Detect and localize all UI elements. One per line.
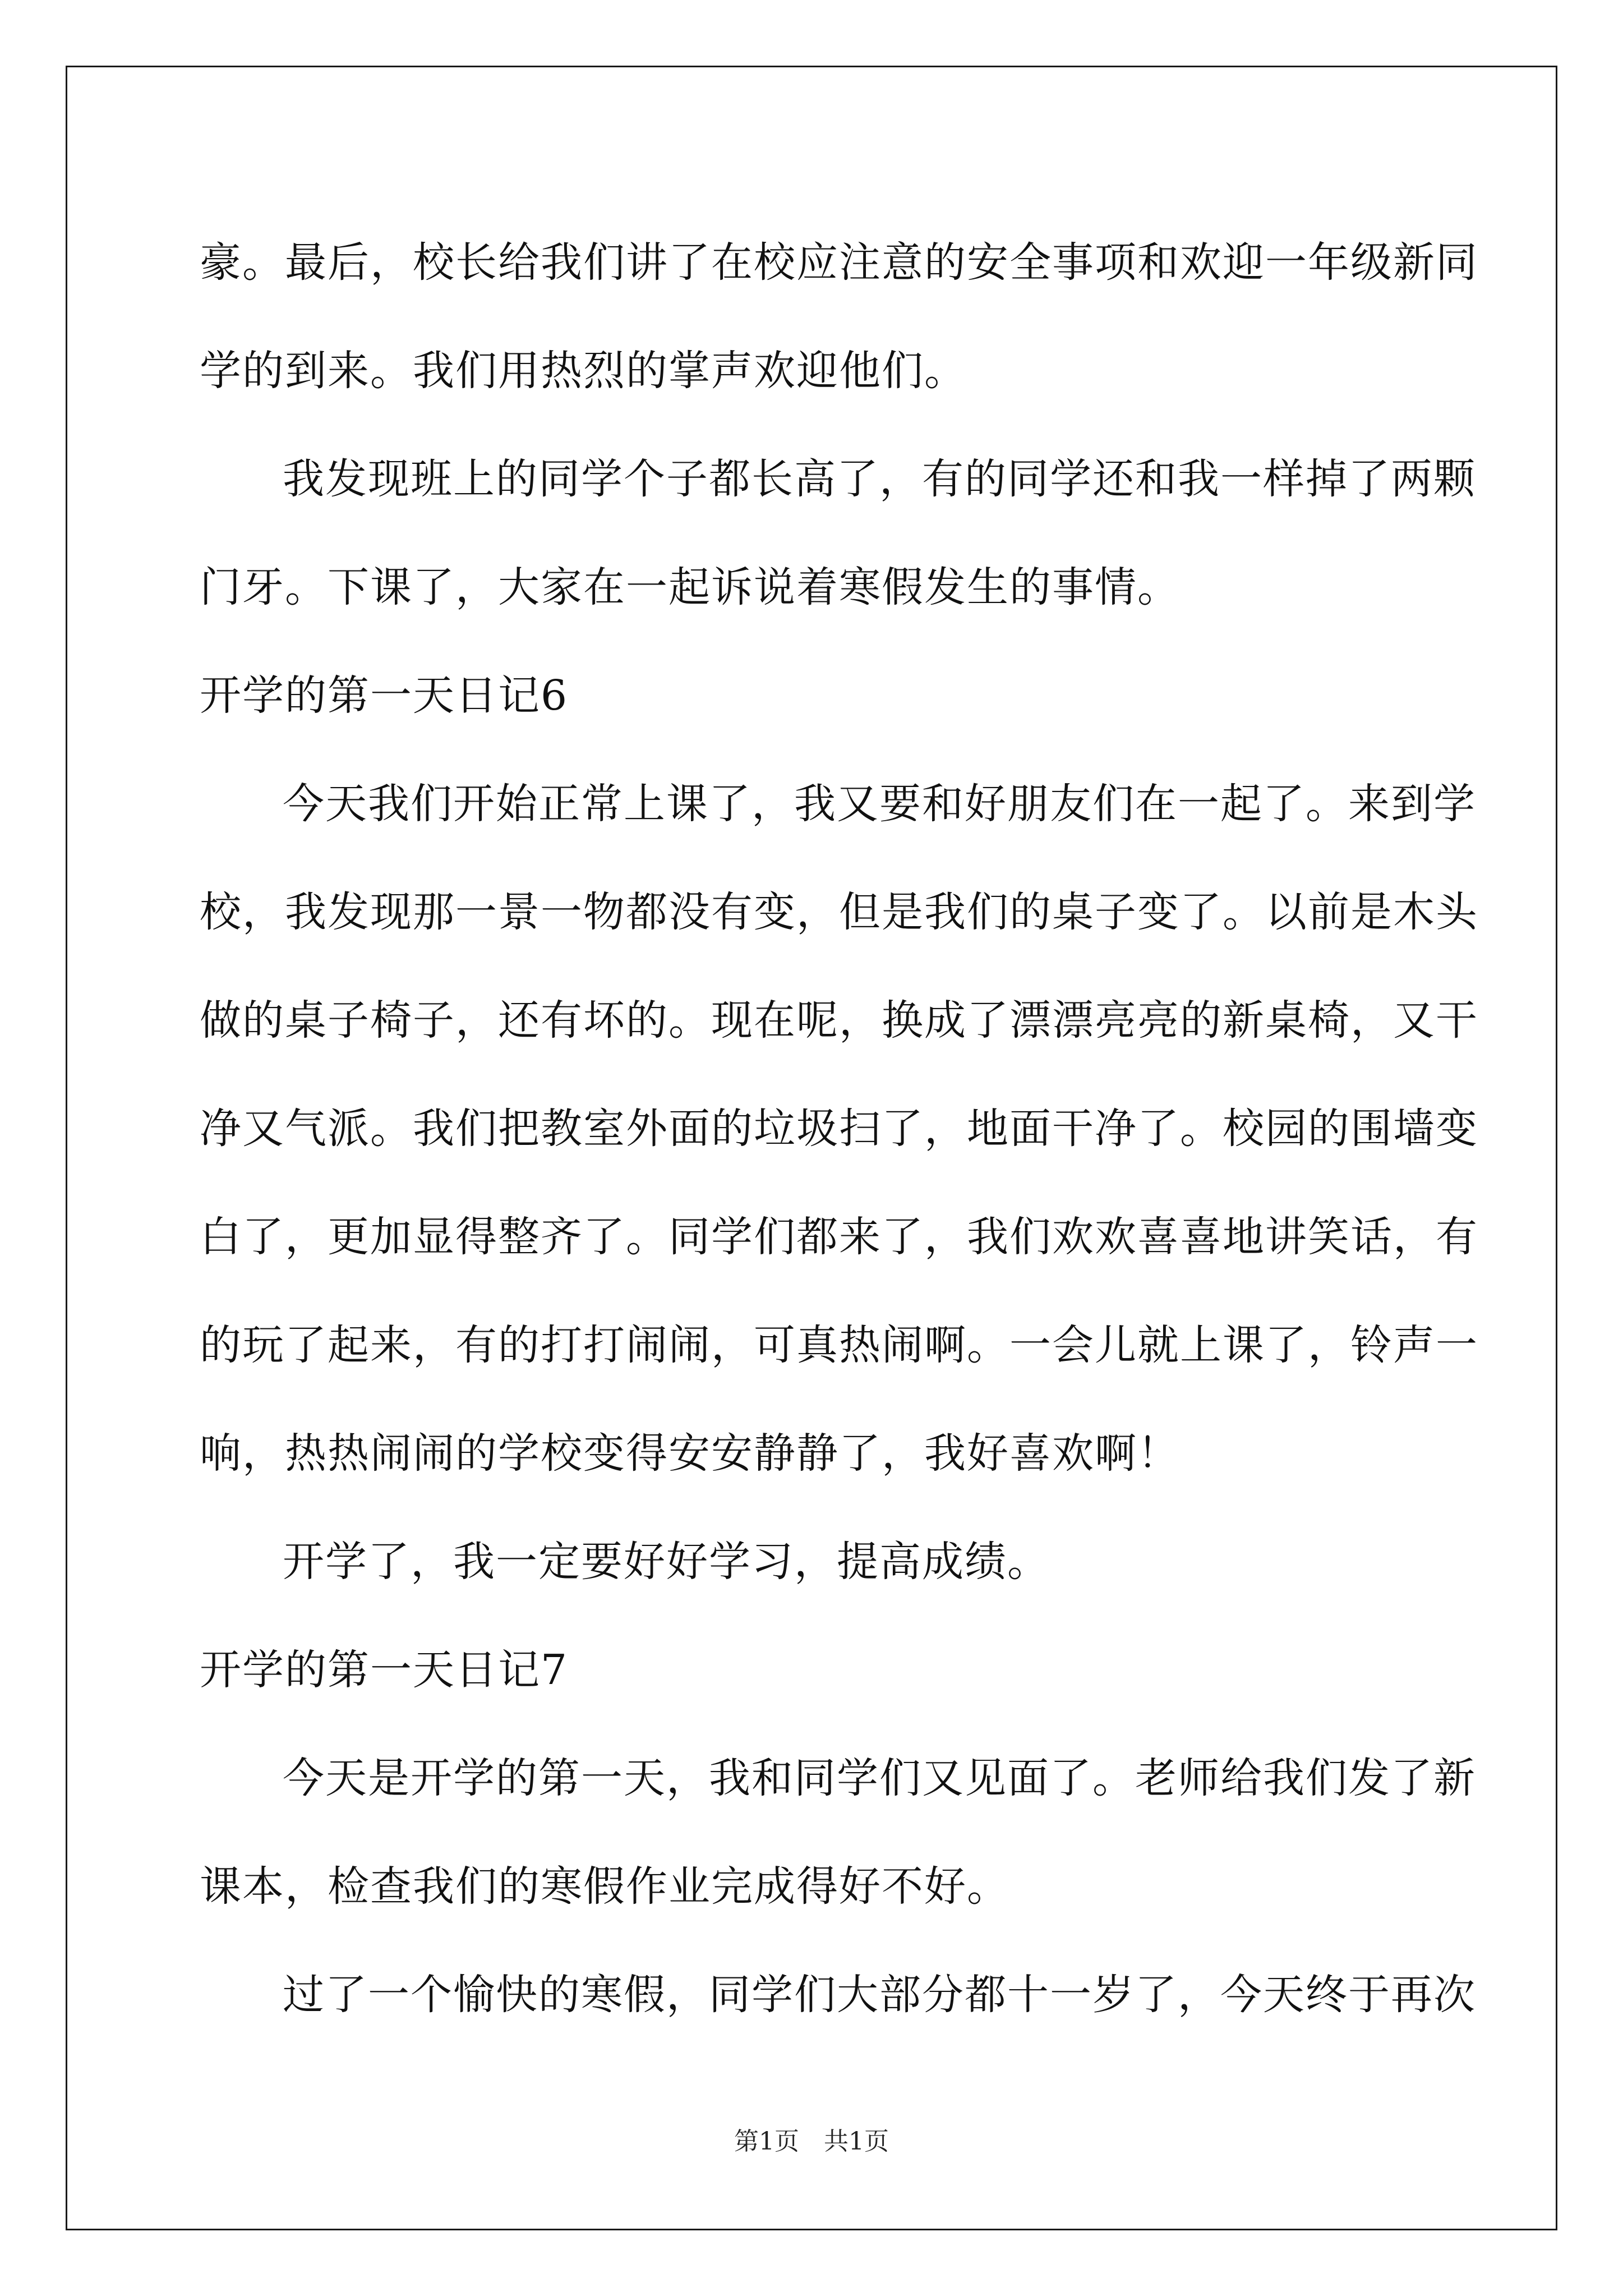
text-line: 校，我发现那一景一物都没有变，但是我们的桌子变了。以前是木头 [200, 888, 1478, 936]
text-line: 学的到来。我们用热烈的掌声欢迎他们。 [200, 347, 967, 395]
text-line: 的玩了起来，有的打打闹闹，可真热闹啊。一会儿就上课了，铃声一 [200, 1321, 1478, 1369]
text-line: 豪。最后，校长给我们讲了在校应注意的安全事项和欢迎一年级新同 [200, 238, 1478, 287]
text-line: 过了一个愉快的寒假，同学们大部分都十一岁了，今天终于再次 [283, 1971, 1476, 2019]
text-line: 门牙。下课了，大家在一起诉说着寒假发生的事情。 [200, 563, 1180, 611]
page-footer: 第1页 共1页 [734, 2127, 889, 2156]
section-heading: 开学的第一天日记7 [200, 1646, 569, 1694]
document-body [200, 209, 1478, 2049]
text-line: 响，热热闹闹的学校变得安安静静了，我好喜欢啊！ [200, 1429, 1180, 1478]
text-line: 开学了，我一定要好好学习，提高成绩。 [283, 1538, 1050, 1586]
text-line: 做的桌子椅子，还有坏的。现在呢，换成了漂漂亮亮的新桌椅，又干 [200, 996, 1478, 1045]
text-line: 我发现班上的同学个子都长高了，有的同学还和我一样掉了两颗 [283, 455, 1476, 503]
section-heading: 开学的第一天日记6 [200, 671, 569, 720]
text-line: 净又气派。我们把教室外面的垃圾扫了，地面干净了。校园的围墙变 [200, 1105, 1478, 1153]
text-line: 今天是开学的第一天，我和同学们又见面了。老师给我们发了新 [283, 1754, 1476, 1802]
text-line: 今天我们开始正常上课了，我又要和好朋友们在一起了。来到学 [283, 780, 1476, 828]
text-line: 白了，更加显得整齐了。同学们都来了，我们欢欢喜喜地讲笑话，有 [200, 1213, 1478, 1261]
text-line: 课本，检查我们的寒假作业完成得好不好。 [200, 1862, 1009, 1911]
